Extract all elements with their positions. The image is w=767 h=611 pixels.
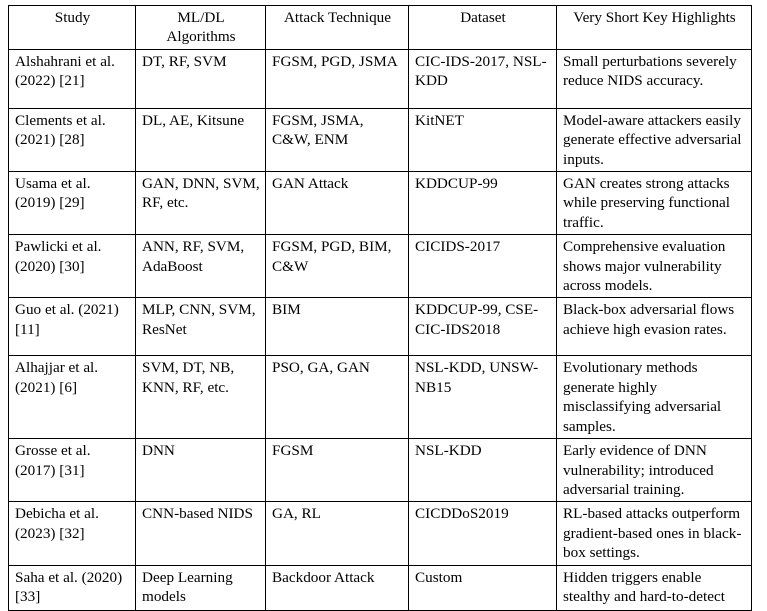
header-dataset: Dataset bbox=[409, 6, 557, 50]
cell-algorithms: MLP, CNN, SVM, ResNet bbox=[136, 298, 266, 356]
cell-dataset: KDDCUP-99, CSE-CIC-IDS2018 bbox=[409, 298, 557, 356]
cell-study: Pawlicki et al. (2020) [30] bbox=[9, 235, 136, 298]
cell-highlight: Comprehensive evaluation shows major vulnerability across models. bbox=[557, 235, 752, 298]
cell-study: Usama et al. (2019) [29] bbox=[9, 172, 136, 235]
cell-dataset: KDDCUP-99 bbox=[409, 172, 557, 235]
cell-study: Alhajjar et al. (2021) [6] bbox=[9, 356, 136, 439]
table-row bbox=[9, 565, 752, 610]
literature-table bbox=[8, 5, 752, 611]
cell-algorithms: DL, AE, Kitsune bbox=[136, 108, 266, 171]
cell-study: Debicha et al. (2023) [32] bbox=[9, 502, 136, 565]
cell-highlight: Early evidence of DNN vulnerability; introduced adversarial training. bbox=[557, 439, 752, 502]
cell-highlight: Black-box adversarial flows achieve high evasion rates. bbox=[557, 298, 752, 356]
cell-highlight: RL-based attacks outperform gradient-based ones in black-box settings. bbox=[557, 502, 752, 565]
cell-dataset: CIC-IDS-2017, NSL-KDD bbox=[409, 49, 557, 108]
cell-study: Clements et al. (2021) [28] bbox=[9, 108, 136, 171]
cell-algorithms: Deep Learning models bbox=[136, 565, 266, 610]
cell-highlight: Small perturbations severely reduce NIDS accuracy. bbox=[557, 49, 752, 108]
cell-highlight: Evolutionary methods generate highly misclassifying adversarial samples. bbox=[557, 356, 752, 439]
cell-dataset: NSL-KDD bbox=[409, 439, 557, 502]
cell-attack: FGSM, PGD, JSMA bbox=[266, 49, 409, 108]
cell-algorithms: CNN-based NIDS bbox=[136, 502, 266, 565]
table-row bbox=[9, 108, 752, 171]
table-row bbox=[9, 502, 752, 565]
cell-algorithms: ANN, RF, SVM, AdaBoost bbox=[136, 235, 266, 298]
header-attack-technique: Attack Technique bbox=[266, 6, 409, 50]
cell-highlight: Model-aware attackers easily generate effective adversarial inputs. bbox=[557, 108, 752, 171]
table-row bbox=[9, 235, 752, 298]
cell-dataset: KitNET bbox=[409, 108, 557, 171]
header-study: Study bbox=[9, 6, 136, 50]
cell-dataset: NSL-KDD, UNSW-NB15 bbox=[409, 356, 557, 439]
cell-attack: GAN Attack bbox=[266, 172, 409, 235]
cell-dataset: CICIDS-2017 bbox=[409, 235, 557, 298]
table-row bbox=[9, 356, 752, 439]
cell-dataset: CICDDoS2019 bbox=[409, 502, 557, 565]
cell-study: Grosse et al. (2017) [31] bbox=[9, 439, 136, 502]
cell-attack: BIM bbox=[266, 298, 409, 356]
cell-attack: GA, RL bbox=[266, 502, 409, 565]
table-header-row bbox=[9, 6, 752, 50]
cell-attack: FGSM bbox=[266, 439, 409, 502]
header-algorithms: ML/DL Algorithms bbox=[136, 6, 266, 50]
header-key-highlights: Very Short Key Highlights bbox=[557, 6, 752, 50]
cell-algorithms: SVM, DT, NB, KNN, RF, etc. bbox=[136, 356, 266, 439]
table-row bbox=[9, 439, 752, 502]
cell-attack: Backdoor Attack bbox=[266, 565, 409, 610]
cell-algorithms: GAN, DNN, SVM, RF, etc. bbox=[136, 172, 266, 235]
cell-dataset: Custom bbox=[409, 565, 557, 610]
cell-attack: FGSM, PGD, BIM, C&W bbox=[266, 235, 409, 298]
table-row bbox=[9, 172, 752, 235]
cell-study: Alshahrani et al. (2022) [21] bbox=[9, 49, 136, 108]
cell-study: Guo et al. (2021) [11] bbox=[9, 298, 136, 356]
table-row bbox=[9, 49, 752, 108]
cell-highlight: GAN creates strong attacks while preserving functional traffic. bbox=[557, 172, 752, 235]
cell-attack: FGSM, JSMA, C&W, ENM bbox=[266, 108, 409, 171]
table-row bbox=[9, 298, 752, 356]
cell-algorithms: DNN bbox=[136, 439, 266, 502]
cell-study: Saha et al. (2020) [33] bbox=[9, 565, 136, 610]
cell-algorithms: DT, RF, SVM bbox=[136, 49, 266, 108]
cell-highlight: Hidden triggers enable stealthy and hard-to-detect bbox=[557, 565, 752, 610]
cell-attack: PSO, GA, GAN bbox=[266, 356, 409, 439]
